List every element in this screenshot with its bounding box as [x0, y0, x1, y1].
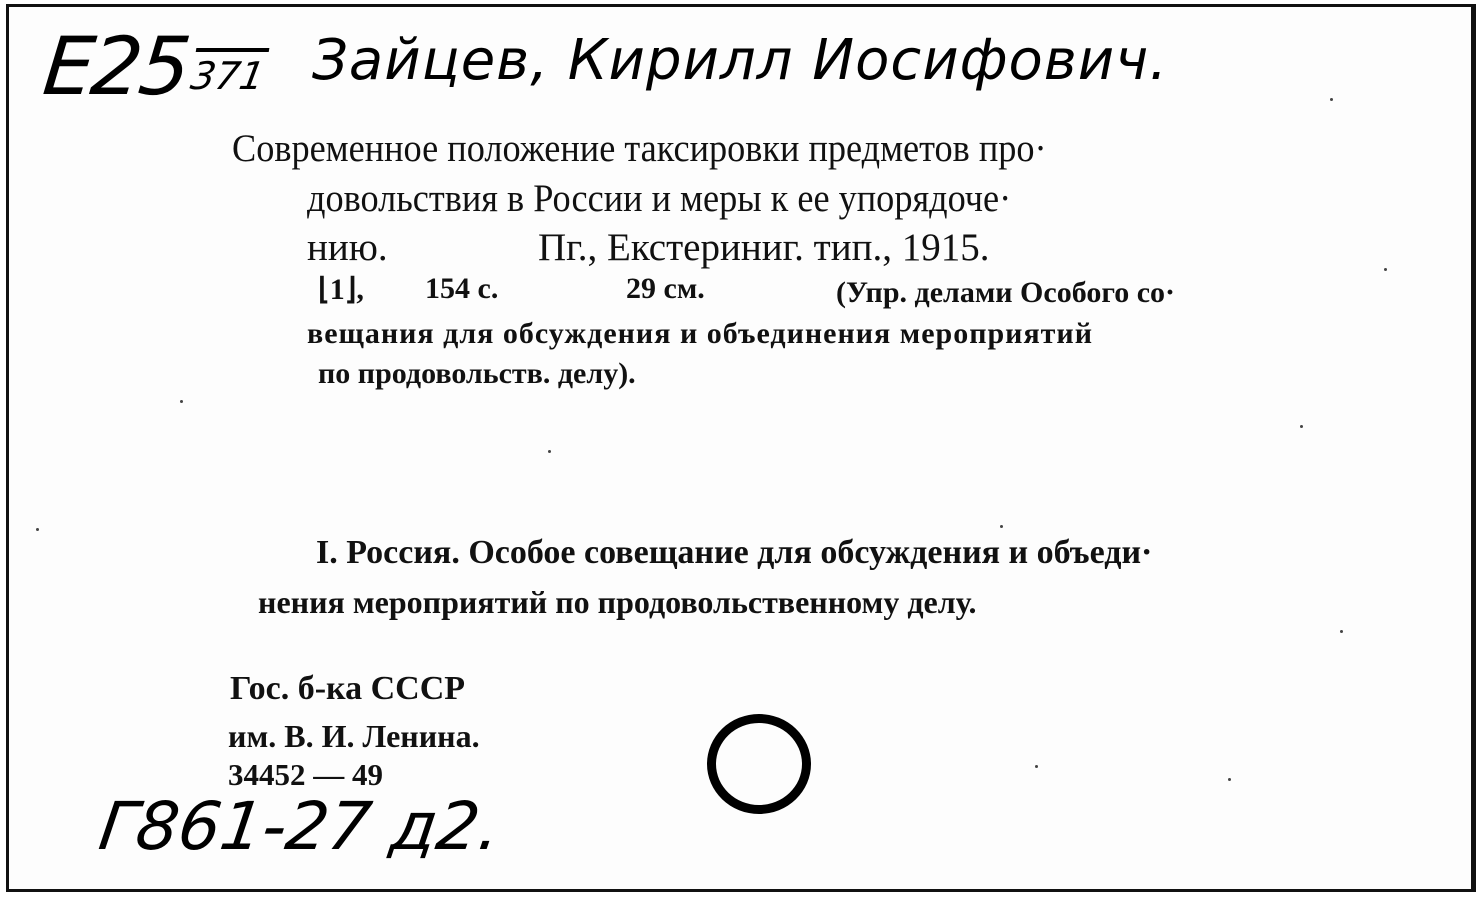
speck: [1035, 765, 1038, 768]
library-line-2: им. В. И. Ленина.: [228, 718, 480, 754]
pagination: 154 с.: [425, 272, 499, 305]
speck: [1340, 630, 1343, 633]
speck: [180, 400, 183, 403]
series-note-line-1: (Упр. делами Особого со·: [836, 276, 1176, 309]
speck: [36, 528, 39, 531]
shelf-mark-sub: 371: [188, 48, 269, 98]
shelf-mark: E25: [39, 20, 193, 113]
title-line-2: довольствия в России и меры к ее упорядоче·: [307, 177, 1012, 220]
author-heading: Зайцев, Кирилл Иосифович.: [312, 28, 1169, 93]
punch-hole-ring: [707, 714, 811, 814]
speck: [548, 450, 551, 453]
collation: ⌊1⌋,: [318, 273, 364, 306]
speck: [1000, 525, 1003, 528]
dimensions: 29 см.: [626, 272, 705, 305]
call-number: Г861-27 д2.: [94, 788, 506, 865]
speck: [1228, 778, 1231, 781]
speck: [1384, 268, 1387, 271]
library-line-3: 34452 — 49: [228, 757, 383, 792]
library-line-1: Гос. б-ка СССР: [230, 670, 466, 707]
imprint: Пг., Екстериниг. тип., 1915.: [538, 226, 990, 269]
series-note-line-2: вещания для обсуждения и объединения мероприятий: [307, 317, 1093, 350]
subject-heading-line-2: нения мероприятий по продовольственному делу.: [258, 584, 977, 620]
series-note-line-3: по продовольств. делу).: [318, 357, 636, 390]
title-line-1: Современное положение таксировки предметов про·: [232, 127, 1047, 170]
title-line-3: нию.: [307, 226, 388, 269]
speck: [1300, 425, 1303, 428]
speck: [1330, 98, 1333, 101]
subject-heading-line-1: I. Россия. Особое совещание для обсуждения и объеди·: [316, 534, 1153, 571]
